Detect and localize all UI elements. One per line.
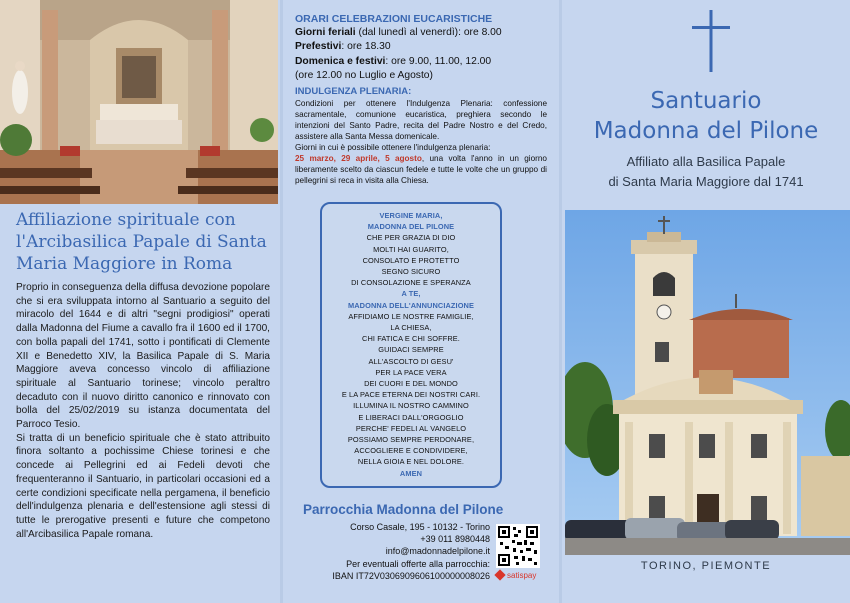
prayer-line: GUIDACI SEMPRE: [378, 345, 444, 355]
satispay-logo: satispay: [496, 571, 536, 580]
parish-contact: [300, 521, 490, 582]
prayer-line: CHI FATICA E CHI SOFFRE.: [362, 334, 460, 344]
prayer-line: MADONNA DEL PILONE: [367, 222, 455, 232]
prayer-line: A TE,: [401, 289, 421, 299]
parish-phone[interactable]: +39 011 8980448: [420, 534, 490, 545]
cross-icon: [692, 10, 730, 72]
prayer-line: SEGNO SICURO: [381, 267, 441, 277]
affiliation-paragraph: Si tratta di un beneficio spirituale che è stato attribuito finora soltanto a pochissime Chiese torinesi e che concede ai Pellegrini ed ai Fedeli devoti che frequenteranno il Santuario, in particolari occasioni ed a certe condizioni specificate nella pergamena, il beneficio dell'indulgenza plenaria e dell'estensione agli stessi di tutte le prerogative presenti e future che competono all'Arcibasilica Papale romana.: [16, 432, 270, 540]
prayer-line: PERCHE' FEDELI AL VANGELO: [355, 423, 467, 433]
prayer-line: DI CONSOLAZIONE E SPERANZA: [351, 278, 471, 288]
parish-email[interactable]: info@madonnadelpilone.it: [385, 546, 490, 557]
mass-schedule: [295, 12, 553, 83]
prayer-line: CONSOLATO E PROTETTO: [362, 255, 460, 265]
schedule-weekdays: Giorni feriali (dal lunedì al venerdì): ore 8.00: [295, 27, 502, 39]
affiliation-paragraph: Proprio in conseguenza della diffusa devozione popolare che si era sviluppata intorno al Santuario a seguito del miracolo del 1644 e di altri "segni prodigiosi" operati dalla Madonna del Fiume a cavallo fra il 1600 ed il 1700, con bolla papali del 1741, sotto i pontificati di Clemente XII e Benedetto XIV, la Basilica Papale di S. Maria Maggiore aveva concesso vincolo di affiliazione spirituale al Santuario torinese; vincolo peraltro decaduto con il nuovo diritto canonico e rinnovato con bolla del 25/02/2019 su istanza documentata del Parroco Tesio.: [16, 282, 270, 431]
prayer-line: E LIBERACI DALL'ORGOGLIO: [358, 412, 464, 422]
indulgence-heading: INDULGENZA PLENARIA:: [295, 86, 412, 97]
schedule-heading: ORARI CELEBRAZIONI EUCARISTICHE: [295, 13, 493, 25]
schedule-sundays: Domenica e festivi: ore 9.00, 11.00, 12.00: [295, 55, 492, 67]
prayer-line: AMEN: [399, 468, 423, 478]
indulgence-days: 25 marzo, 29 aprile, 5 agosto, una volta l'anno in un giorno liberamente scelto da ciascun fedele e tutte le volte che un gruppo di pellegrini si reca in visita alla Chiesa.: [295, 154, 547, 185]
church-exterior-photo: [565, 210, 850, 555]
prayer-line: E LA PACE ETERNA DEI NOSTRI CARI.: [341, 390, 481, 400]
location-caption: TORINO, PIEMONTE: [640, 560, 772, 572]
prayer-line: POSSIAMO SEMPRE PERDONARE,: [347, 435, 475, 445]
prayer-box: [320, 202, 502, 488]
parish-iban: IBAN IT72V0306909606100000008026: [332, 570, 490, 581]
indulgence-section: [295, 86, 547, 186]
prayer-line: LA CHIESA,: [390, 323, 432, 333]
qr-code[interactable]: [496, 524, 540, 568]
affiliation-heading: Affiliazione spirituale con l'Arcibasilica Papale di Santa Maria Maggiore in Roma: [16, 210, 267, 274]
indulgence-conditions: Condizioni per ottenere l'Indulgenza Plenaria: confessione sacramentale, comunione eucaristica, preghiera secondo le intenzioni del Santo Padre, recita del Padre Nostro e del Credo, assistere alla Santa Messa domenicale.: [295, 99, 547, 141]
affiliation-text: [16, 281, 270, 541]
prayer-line: PER LA PACE VERA: [375, 367, 447, 377]
sanctuary-title: Santuario Madonna del Pilone: [593, 88, 819, 144]
prayer-line: DEI CUORI E DEL MONDO: [364, 379, 458, 389]
schedule-note: (ore 12.00 no Luglio e Agosto): [295, 69, 433, 81]
prayer-line: ALL'ASCOLTO DI GESU': [368, 356, 454, 366]
parish-address: Corso Casale, 195 - 10132 - Torino: [350, 522, 490, 532]
satispay-icon: [494, 569, 505, 580]
prayer-line: ILLUMINA IL NOSTRO CAMMINO: [353, 401, 469, 411]
prayer-line: AFFIDIAMO LE NOSTRE FAMIGLIE,: [348, 311, 474, 321]
prayer-line: ACCOGLIERE E CONDIVIDERE,: [354, 446, 468, 456]
sanctuary-subtitle: Affiliato alla Basilica Papale di Santa Maria Maggiore dal 1741: [608, 154, 804, 189]
indulgence-days-intro: Giorni in cui è possibile ottenere l'indulgenza plenaria:: [295, 143, 491, 152]
schedule-prefestivi: Prefestivi: ore 18.30: [295, 41, 391, 53]
prayer-line: MADONNA DELL'ANNUNCIAZIONE: [347, 300, 475, 310]
prayer-line: VERGINE MARIA,: [379, 211, 443, 220]
prayer-line: NELLA GIOIA E NEL DOLORE.: [357, 457, 465, 467]
prayer-line: MOLTI HAI GUARITO,: [373, 244, 449, 254]
church-interior-photo: [0, 0, 278, 204]
parish-title: Parrocchia Madonna del Pilone: [303, 502, 504, 517]
offerte-label: Per eventuali offerte alla parrocchia:: [346, 558, 490, 569]
prayer-line: CHE PER GRAZIA DI DIO: [366, 233, 456, 243]
